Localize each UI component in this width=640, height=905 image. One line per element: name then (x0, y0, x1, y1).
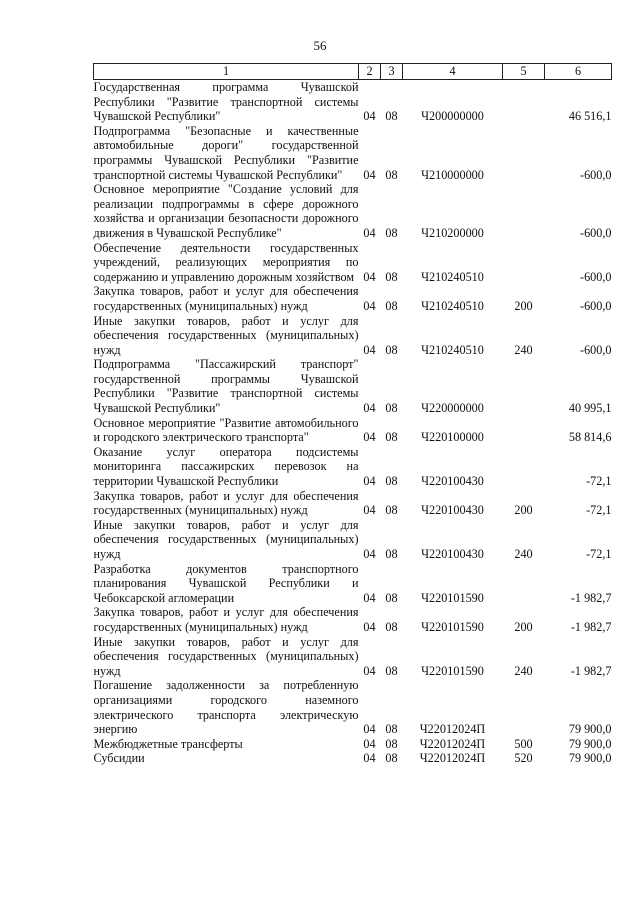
row-name: Иные закупки товаров, работ и услуг для обеспечения государственных (муниципальных) нужд (93, 517, 359, 561)
table-row (94, 489, 612, 518)
row-subsection: 08 (385, 430, 398, 445)
row-section: 04 (363, 298, 376, 313)
row-name: Субсидии (93, 751, 145, 766)
row-expense-type: 200 (514, 298, 533, 313)
row-amount: -600,0 (580, 225, 612, 240)
row-section: 04 (363, 167, 376, 182)
row-expense-type: 520 (514, 751, 533, 766)
row-name: Межбюджетные трансферты (93, 736, 243, 751)
row-amount: -72,1 (586, 474, 612, 489)
row-target-article: Ч220100430 (421, 474, 484, 489)
row-amount: -1 982,7 (570, 590, 612, 605)
column-header: 2 (359, 64, 381, 80)
table-row (94, 518, 612, 562)
row-target-article: Ч210000000 (421, 167, 484, 182)
column-header: 3 (381, 64, 403, 80)
budget-table (93, 63, 612, 766)
row-amount: -600,0 (580, 167, 612, 182)
row-subsection: 08 (385, 298, 398, 313)
row-section: 04 (363, 619, 376, 634)
row-expense-type: 240 (514, 663, 533, 678)
row-subsection: 08 (385, 342, 398, 357)
table-row (94, 751, 612, 766)
row-section: 04 (363, 547, 376, 561)
row-expense-type (503, 124, 545, 182)
column-header: 4 (403, 64, 503, 80)
row-subsection: 08 (385, 225, 398, 240)
row-section: 04 (363, 430, 376, 445)
row-target-article: Ч220100430 (421, 547, 484, 561)
row-section: 04 (363, 590, 376, 605)
row-name: Государственная программа Чувашской Республики "Развитие транспортной системы Чувашской Республики" (93, 80, 359, 124)
row-target-article: Ч220101590 (421, 663, 484, 678)
row-section: 04 (363, 751, 376, 766)
row-expense-type (503, 445, 545, 489)
row-section: 04 (363, 663, 376, 678)
row-amount: 79 900,0 (568, 736, 612, 751)
row-name: Обеспечение деятельности государственных учреждений, реализующих мероприятия по содержанию и управлению дорожным хозяйством (93, 240, 359, 284)
table-row (94, 678, 612, 736)
row-target-article: Ч22012024П (419, 736, 486, 751)
row-subsection: 08 (385, 503, 398, 518)
table-row (94, 445, 612, 489)
row-expense-type (503, 357, 545, 415)
table-row (94, 416, 612, 445)
row-target-article: Ч210240510 (421, 269, 484, 284)
row-amount: -1 982,7 (570, 663, 612, 678)
row-name: Основное мероприятие "Развитие автомобильного и городского электрического транспорта" (93, 415, 359, 445)
table-row (94, 357, 612, 415)
row-amount: 40 995,1 (568, 401, 612, 416)
table-row (94, 562, 612, 606)
row-subsection: 08 (385, 736, 398, 751)
row-amount: -600,0 (580, 342, 612, 357)
table-row (94, 80, 612, 124)
row-section: 04 (363, 401, 376, 416)
row-section: 04 (363, 736, 376, 751)
row-expense-type (503, 562, 545, 606)
column-header: 5 (503, 64, 545, 80)
row-section: 04 (363, 722, 376, 737)
row-target-article: Ч220101590 (421, 619, 484, 634)
row-name: Иные закупки товаров, работ и услуг для обеспечения государственных (муниципальных) нужд (93, 313, 359, 357)
row-subsection: 08 (385, 547, 398, 561)
row-amount: 46 516,1 (568, 109, 612, 124)
table-row (94, 737, 612, 752)
row-subsection: 08 (385, 167, 398, 182)
row-expense-type (503, 678, 545, 736)
row-expense-type (503, 416, 545, 445)
row-target-article: Ч22012024П (419, 722, 486, 737)
row-expense-type: 200 (514, 503, 533, 518)
table-row (94, 314, 612, 358)
row-name: Погашение задолженности за потребленную организациями городского наземного электрического транспорта электрическую энергию (93, 678, 359, 737)
row-section: 04 (363, 109, 376, 124)
row-name: Подпрограмма "Безопасные и качественные автомобильные дороги" государственной программы Чувашской Республики "Развитие транспортной системы Чувашской Республики" (93, 123, 359, 182)
column-header: 1 (94, 64, 359, 80)
row-name: Разработка документов транспортного планирования Чувашской Республики и Чебоксарской агломерации (93, 561, 359, 605)
row-amount: -600,0 (580, 269, 612, 284)
row-amount: 58 814,6 (568, 430, 612, 445)
row-name: Иные закупки товаров, работ и услуг для обеспечения государственных (муниципальных) нужд (93, 634, 359, 678)
row-target-article: Ч220100000 (421, 430, 484, 445)
row-subsection: 08 (385, 722, 398, 737)
row-subsection: 08 (385, 401, 398, 416)
row-amount: -72,1 (586, 503, 612, 518)
table-body (94, 80, 612, 766)
row-section: 04 (363, 474, 376, 489)
row-name: Закупка товаров, работ и услуг для обеспечения государственных (муниципальных) нужд (93, 284, 359, 313)
row-expense-type: 240 (514, 547, 533, 561)
row-amount: -72,1 (586, 547, 612, 561)
row-amount: -600,0 (580, 298, 612, 313)
row-expense-type (503, 182, 545, 240)
table-row (94, 241, 612, 285)
row-amount: 79 900,0 (568, 722, 612, 737)
row-name: Закупка товаров, работ и услуг для обеспечения государственных (муниципальных) нужд (93, 605, 359, 634)
row-target-article: Ч220101590 (421, 590, 484, 605)
row-name: Закупка товаров, работ и услуг для обеспечения государственных (муниципальных) нужд (93, 488, 359, 518)
table-row (94, 605, 612, 634)
column-header: 6 (545, 64, 612, 80)
row-subsection: 08 (385, 474, 398, 489)
row-expense-type: 200 (514, 619, 533, 634)
row-section: 04 (363, 342, 376, 357)
table-row (94, 182, 612, 240)
table-row (94, 124, 612, 182)
row-name: Основное мероприятие "Создание условий для реализации подпрограммы в сфере дорожного хозяйства и организации безопасности дорожного движения в Чувашской Республике" (93, 182, 359, 240)
row-expense-type (503, 80, 545, 124)
row-target-article: Ч22012024П (419, 751, 486, 766)
row-name: Оказание услуг оператора подсистемы мониторинга пассажирских перевозок на территории Чувашской Республики (93, 444, 359, 489)
row-subsection: 08 (385, 751, 398, 766)
row-subsection: 08 (385, 590, 398, 605)
row-expense-type: 240 (514, 342, 533, 357)
row-amount: -1 982,7 (570, 619, 612, 634)
row-target-article: Ч220100430 (421, 503, 484, 518)
table-row (94, 284, 612, 313)
row-subsection: 08 (385, 109, 398, 124)
table-row (94, 635, 612, 679)
row-target-article: Ч210240510 (421, 342, 484, 357)
row-name: Подпрограмма "Пассажирский транспорт" государственной программы Чувашской Республики "Развитие транспортной системы Чувашской Республики" (93, 357, 359, 416)
row-target-article: Ч200000000 (421, 109, 484, 124)
row-target-article: Ч210200000 (421, 225, 484, 240)
row-section: 04 (363, 503, 376, 518)
row-target-article: Ч210240510 (421, 298, 484, 313)
row-section: 04 (363, 269, 376, 284)
table-header-row (94, 64, 612, 80)
row-expense-type (503, 241, 545, 285)
row-subsection: 08 (385, 663, 398, 678)
row-target-article: Ч220000000 (421, 401, 484, 416)
row-amount: 79 900,0 (568, 751, 612, 766)
row-subsection: 08 (385, 269, 398, 284)
row-expense-type: 500 (514, 736, 533, 751)
page-number: 56 (313, 38, 327, 53)
row-subsection: 08 (385, 619, 398, 634)
row-section: 04 (363, 225, 376, 240)
